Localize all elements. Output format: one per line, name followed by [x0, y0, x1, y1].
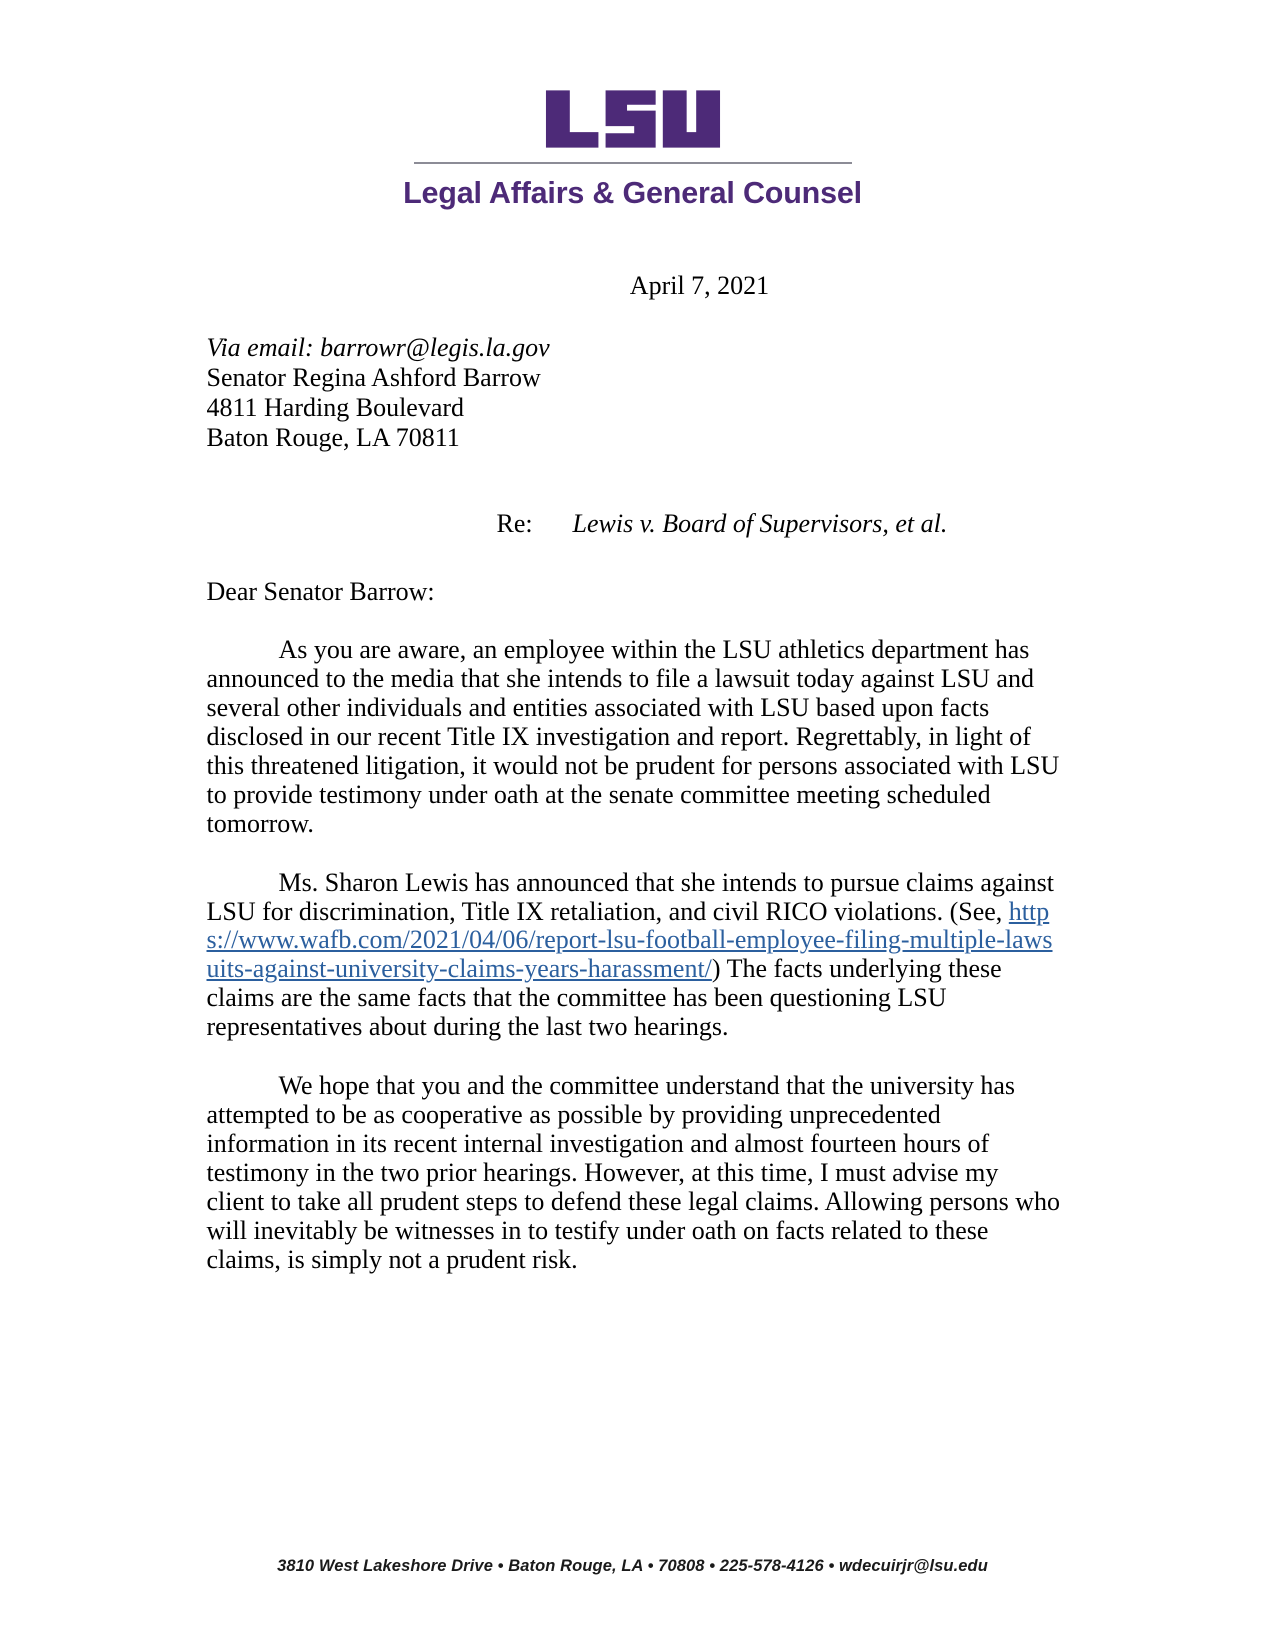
re-line [207, 509, 1063, 539]
recipient-street: 4811 Harding Boulevard [206, 393, 465, 423]
recipient-address-block [207, 333, 1063, 454]
letter-body [203, 271, 1063, 1274]
wafb-article-link[interactable]: https://www.wafb.com/2021/04/06/report-lsu-football-employee-filing-multiple-lawsuits-against-university-claims-years-harassment/ [206, 896, 1053, 984]
letter-date: April 7, 2021 [629, 271, 770, 300]
footer-contact-line: 3810 West Lakeshore Drive • Baton Rouge, LA • 70808 • 225-578-4126 • wdecuirjr@lsu.edu [277, 1557, 988, 1575]
recipient-name: Senator Regina Ashford Barrow [206, 363, 541, 393]
paragraph-2 [207, 868, 1063, 1042]
re-label: Re: [496, 508, 533, 538]
paragraph-2-text-before-link: Ms. Sharon Lewis has announced that she intends to pursue claims against LSU for discrimination, Title IX retaliation, and civil RICO violations. (See, [206, 867, 1055, 926]
recipient-city-state-zip: Baton Rouge, LA 70811 [206, 423, 460, 453]
lsu-logo-wrapper [0, 88, 1265, 150]
lsu-logo-icon [543, 88, 723, 150]
via-email-line: Via email: barrowr@legis.la.gov [206, 333, 550, 362]
letterhead [0, 0, 1265, 211]
department-name: Legal Affairs & General Counsel [403, 176, 862, 210]
paragraph-3: We hope that you and the committee understand that the university has attempted to be as cooperative as possible by providing unprecedented information in its recent internal investigation and almost fourteen hours of testimony in the two prior hearings. However, at this time, I must advise my client to take all prudent steps to defend these legal claims. Allowing persons who will inevitably be witnesses in to testify under oath on facts related to these claims, is simply not a prudent risk. [206, 1071, 1060, 1275]
letterhead-divider [414, 162, 852, 164]
salutation: Dear Senator Barrow: [206, 576, 435, 606]
paragraph-1: As you are aware, an employee within the LSU athletics department has announced to the media that she intends to file a lawsuit today against LSU and several other individuals and entities associated with LSU based upon facts disclosed in our recent Title IX investigation and report. Regrettably, in light of this threatened litigation, it would not be prudent for persons associated with LSU to provide testimony under oath at the senate committee meeting scheduled tomorrow. [206, 634, 1060, 838]
paragraph-2-text-after-link: ) The facts underlying these claims are the same facts that the committee has been questioning LSU representatives about during the last two hearings. [206, 954, 1002, 1042]
re-matter: Lewis v. Board of Supervisors, et al. [572, 508, 948, 538]
